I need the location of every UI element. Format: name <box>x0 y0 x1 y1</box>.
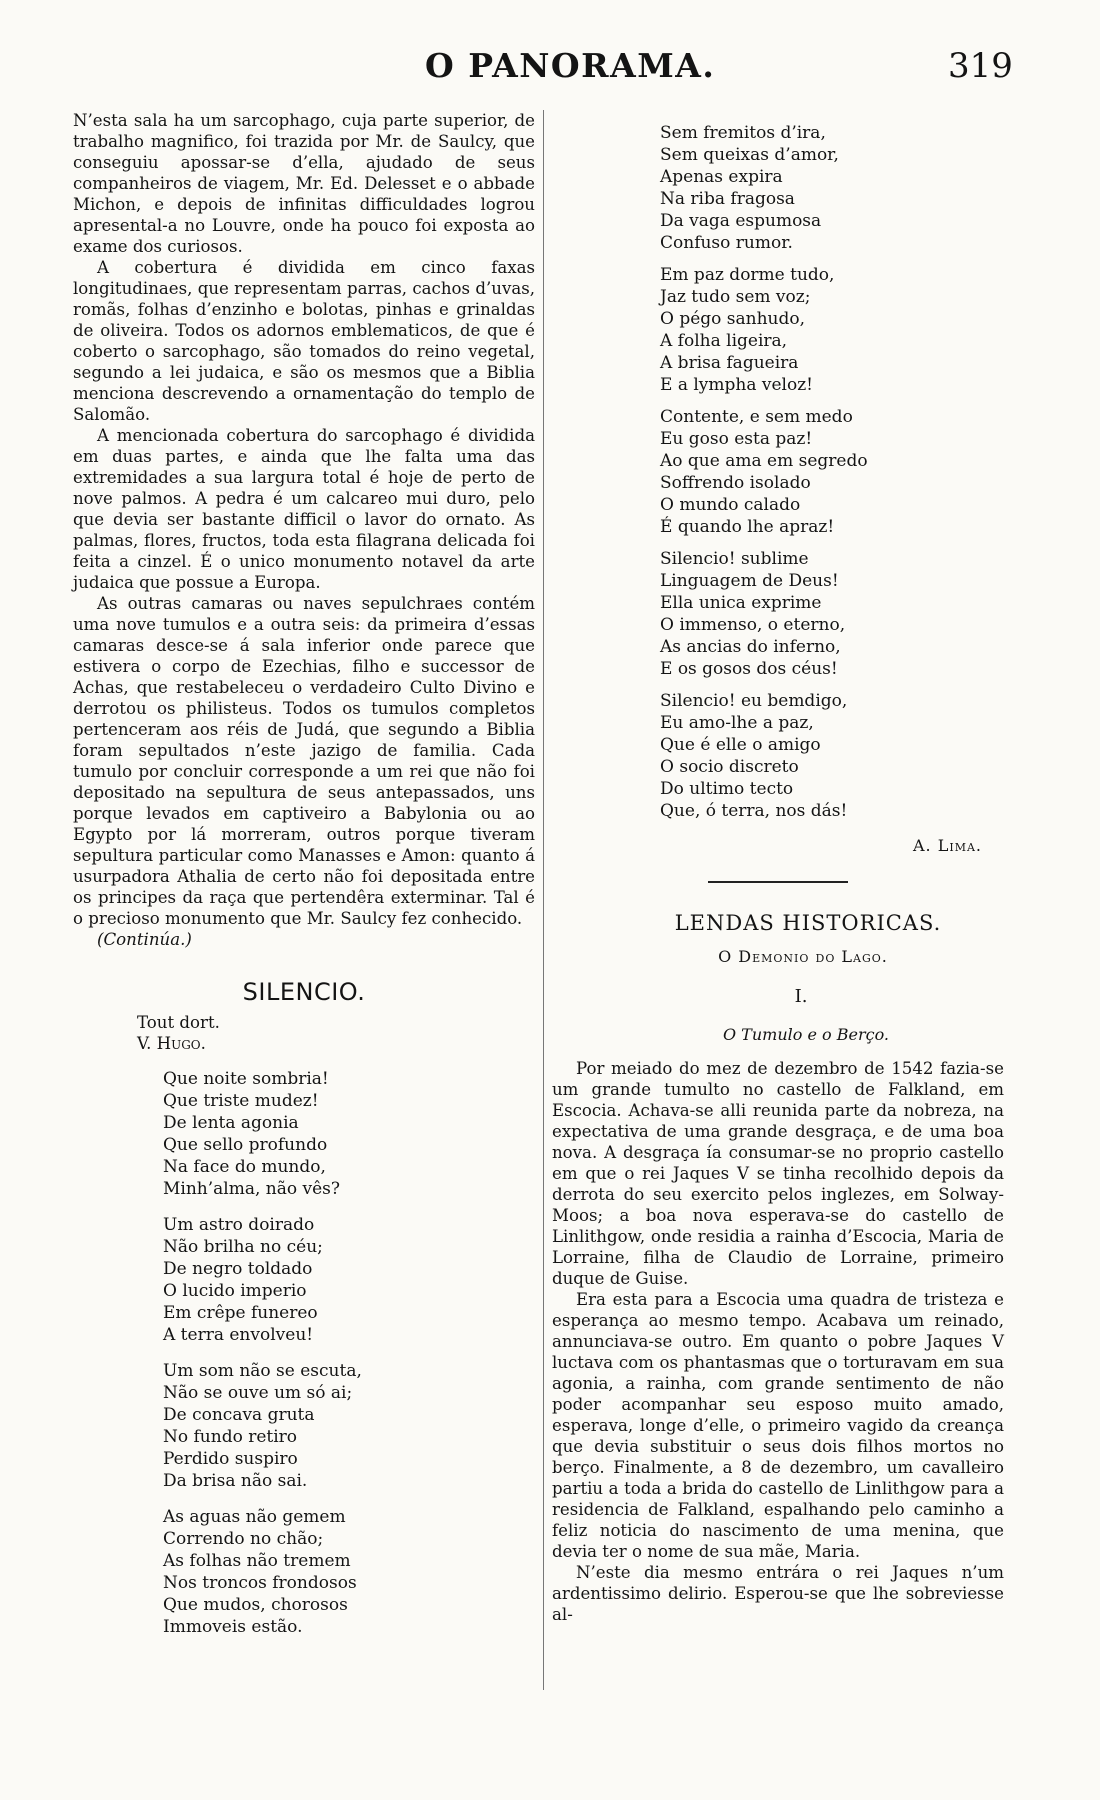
poem-line: Linguagem de Deus! <box>660 571 839 591</box>
poem-signature: A. Lima. <box>913 836 982 855</box>
story-paragraph: Era esta para a Escocia uma quadra de tristeza e esperança ao mesmo tempo. Acabava um reinado, annunciava-se outro. Em quanto o pobre Jaques V luctava com os phantasmas que o torturavam em sua agonia, a rainha, com grande sentimento de não poder acompanhar seu esposo muito amado, esperava, longe d’elle, o primeiro vagido da creança que devia substituir o seus dois filhos mortos no berço. Finalmente, a 8 de dezembro, um cavalleiro partiu a toda a brida do castello de Linlithgow para a residencia de Falkland, espalhando pelo caminho a feliz noticia do nascimento de uma menina, que devia ter o nome de sua mãe, Maria. <box>552 1290 1004 1561</box>
poem-line: O pégo sanhudo, <box>660 309 806 329</box>
poem-line: De lenta agonia <box>163 1113 299 1133</box>
continued-note: (Continúa.) <box>97 930 192 949</box>
story-paragraph: Por meiado do mez de dezembro de 1542 fazia-se um grande tumulto no castello de Falkland, em Escocia. Achava-se alli reunida parte da nobreza, na expectativa de uma grande desgraça, e de uma boa nova. A desgraça ía consumar-se no proprio castello em que o rei Jaques V se tinha recolhido depois da derrota do seu exercito pelos inglezes, em Solway-Moos; a boa nova esperava-se do castello de Linlithgow, onde residia a rainha d’Escocia, Maria de Lorraine, filha de Claudio de Lorraine, primeiro duque de Guise. <box>552 1059 1004 1288</box>
poem-line: Em paz dorme tudo, <box>660 265 835 285</box>
poem-line: Da brisa não sai. <box>163 1471 308 1491</box>
poem-line: Na face do mundo, <box>163 1157 326 1177</box>
poem-line: Contente, e sem medo <box>660 407 853 427</box>
poem-line: Não se ouve um só ai; <box>163 1383 353 1403</box>
poem-line: E os gosos dos céus! <box>660 659 838 679</box>
poem-line: Minh’alma, não vês? <box>163 1179 341 1199</box>
poem-stanza <box>660 548 1004 680</box>
poem-line: Na riba fragosa <box>660 189 795 209</box>
poem-line: Da vaga espumosa <box>660 211 822 231</box>
poem-stanza <box>163 1506 535 1638</box>
poem-line: Sem fremitos d’ira, <box>660 123 826 143</box>
section-rule <box>708 881 848 883</box>
poem-line: É quando lhe apraz! <box>660 517 835 537</box>
article-paragraph: A mencionada cobertura do sarcophago é dividida em duas partes, e ainda que lhe falta uma das extremidades a sua largura total é hoje de perto de nove palmos. A pedra é um calcareo mui duro, pelo que devia ser bastante difficil o lavor do ornato. As palmas, flores, fructos, toda esta filagrana delicada foi feita a cinzel. É o unico monumento notavel da arte judaica que possue a Europa. <box>73 426 535 592</box>
poem-stanza <box>660 690 1004 822</box>
poem-line: O immenso, o eterno, <box>660 615 846 635</box>
poem-line: A brisa fagueira <box>660 353 799 373</box>
poem-stanza <box>660 406 1004 538</box>
poem-line: Confuso rumor. <box>660 233 793 253</box>
section-subtitle: O Demonio do Lago. <box>718 947 888 966</box>
poem-line: O lucido imperio <box>163 1281 307 1301</box>
left-column <box>73 110 535 1638</box>
poem-epigraph: Tout dort. <box>137 1013 220 1032</box>
poem-line: Que mudos, chorosos <box>163 1595 348 1615</box>
article-paragraph: As outras camaras ou naves sepulchraes contém uma nove tumulos e a outra seis: da primeira d’essas camaras desce-se á sala inferior onde parece que estivera o corpo de Ezechias, filho e successor de Achas, que restabeleceu o verdadeiro Culto Divino e derrotou os philisteus. Todos os tumulos completos pertenceram aos réis de Judá, que segundo a Biblia foram sepultados n’este jazigo de familia. Cada tumulo por concluir corresponde a um rei que não foi depositado na sepultura de seus antepassados, uns porque levados em captiveiro a Babylonia ou ao Egypto por lá morreram, outros porque tiveram sepultura particular como Manasses e Amon: quanto á usurpadora Athalia de certo não foi depositada entre os principes da raça que pertendêra exterminar. Tal é o precioso monumento que Mr. Saulcy fez conhecido. <box>73 594 535 928</box>
poem-stanza <box>163 1214 535 1346</box>
chapter-title: O Tumulo e o Berço. <box>722 1025 890 1044</box>
poem-line: E a lympha veloz! <box>660 375 814 395</box>
poem-stanza <box>163 1068 535 1200</box>
chapter-number: I. <box>794 986 808 1007</box>
poem-line: Em crêpe funereo <box>163 1303 318 1323</box>
poem-line: O socio discreto <box>660 757 799 777</box>
article-paragraph: A cobertura é dividida em cinco faxas longitudinaes, que representam parras, cachos d’uvas, romãs, folhas d’enzinho e bolotas, pinhas e grinaldas de oliveira. Todos os adornos emblematicos, de que é coberto o sarcophago, são tomados do reino vegetal, segundo a lei judaica, e são os mesmos que a Biblia menciona descrevendo a ornamentação do templo de Salomão. <box>73 258 535 424</box>
poem-line: Correndo no chão; <box>163 1529 324 1549</box>
story-body <box>552 1058 1004 1625</box>
column-divider <box>543 110 544 1690</box>
poem-line: Silencio! sublime <box>660 549 809 569</box>
poem-line: Eu goso esta paz! <box>660 429 813 449</box>
article-paragraph: N’esta sala ha um sarcophago, cuja parte superior, de trabalho magnifico, foi trazida por Mr. de Saulcy, que conseguiu apossar-se d’ella, ajudado de seus companheiros de viagem, Mr. Ed. Delesset e o abbade Michon, e depois de infinitas difficuldades logrou apresental-a no Louvre, onde ha pouco foi exposta ao exame dos curiosos. <box>73 111 535 256</box>
poem-line: A terra envolveu! <box>163 1325 314 1345</box>
poem-line: Perdido suspiro <box>163 1449 298 1469</box>
poem-line: Que, ó terra, nos dás! <box>660 801 848 821</box>
poem-line: Não brilha no céu; <box>163 1237 323 1257</box>
poem-line: Sem queixas d’amor, <box>660 145 839 165</box>
poem-line: Que é elle o amigo <box>660 735 821 755</box>
poem-line: Soffrendo isolado <box>660 473 811 493</box>
page-header <box>0 46 1100 96</box>
poem-line: Do ultimo tecto <box>660 779 794 799</box>
poem-line: Silencio! eu bemdigo, <box>660 691 848 711</box>
poem-line: Que triste mudez! <box>163 1091 319 1111</box>
poem-stanza <box>660 264 1004 396</box>
poem-stanza <box>163 1360 535 1492</box>
poem-line: Jaz tudo sem voz; <box>660 287 811 307</box>
poem-title: SILENCIO. <box>242 978 366 1006</box>
section-title: LENDAS HISTORICAS. <box>674 911 942 935</box>
poem-line: Que noite sombria! <box>163 1069 329 1089</box>
poem-line: Que sello profundo <box>163 1135 328 1155</box>
story-paragraph: N’este dia mesmo entrára o rei Jaques n’um ardentissimo delirio. Esperou-se que lhe sobreviesse al- <box>552 1563 1004 1624</box>
poem-line: Um astro doirado <box>163 1215 315 1235</box>
poem-line: Ella unica exprime <box>660 593 822 613</box>
poem-line: As aguas não gemem <box>163 1507 346 1527</box>
poem-epigraph-source: V. Hugo. <box>137 1034 206 1053</box>
poem-line: As ancias do inferno, <box>660 637 841 657</box>
right-column <box>552 110 1004 1625</box>
poem-line: As folhas não tremem <box>163 1551 351 1571</box>
journal-title: O PANORAMA. <box>425 46 716 85</box>
poem-line: Nos troncos frondosos <box>163 1573 357 1593</box>
poem-line: De negro toldado <box>163 1259 313 1279</box>
poem-line: De concava gruta <box>163 1405 315 1425</box>
poem-line: Apenas expira <box>660 167 783 187</box>
poem-line: O mundo calado <box>660 495 801 515</box>
poem-line: Eu amo-lhe a paz, <box>660 713 814 733</box>
poem-line: Um som não se escuta, <box>163 1361 362 1381</box>
poem-line: A folha ligeira, <box>660 331 788 351</box>
poem-line: No fundo retiro <box>163 1427 298 1447</box>
page-number: 319 <box>948 46 1013 86</box>
poem-line: Ao que ama em segredo <box>660 451 868 471</box>
poem-line: Immoveis estão. <box>163 1617 303 1637</box>
poem-stanza <box>660 122 1004 254</box>
